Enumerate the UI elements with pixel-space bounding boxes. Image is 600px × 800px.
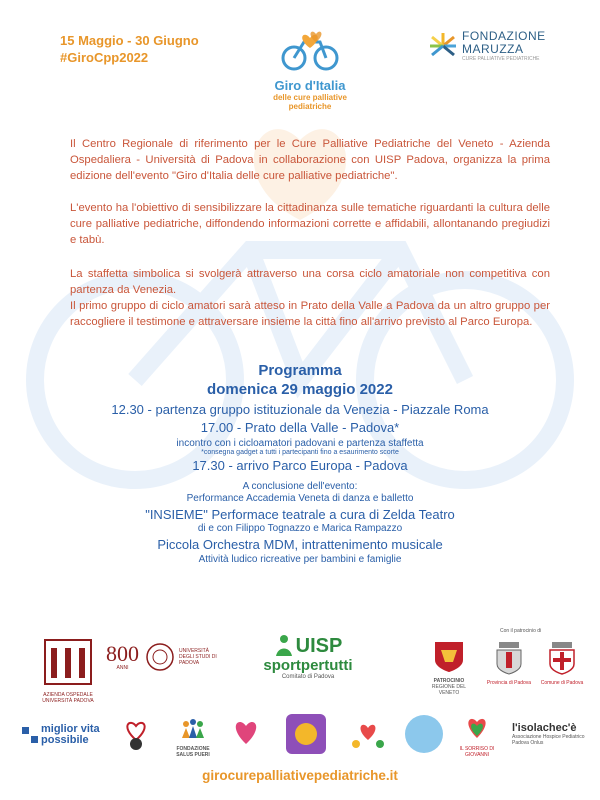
comune-label: Comune di Padova: [540, 680, 584, 686]
foundation-logo: [428, 30, 546, 62]
miglior-vita-1: miglior vita: [41, 723, 100, 735]
programma-line-10: Piccola Orchestra MDM, intrattenimento musicale: [157, 537, 443, 552]
paragraph-goal: L'evento ha l'obiettivo di sensibilizzare la cittadinanza sulle tematiche riguardanti la cultura delle cure palliative pediatriche, diffondendo informazioni corrette e affidabili, allontanando pregiudizi e tabù.: [70, 202, 550, 246]
website-link[interactable]: girocurepalliativepediatriche.it: [202, 768, 398, 783]
programma-note: *consegna gadget a tutti i partecipanti fino a esaurimento scorte: [201, 449, 399, 456]
uisp-tagline: sportpertutti: [263, 657, 353, 674]
uisp-sub: Comitato di Padova: [281, 674, 335, 680]
veneto-lion-icon: [433, 640, 465, 674]
programma-line-8: "INSIEME" Performace teatrale a cura di Zelda Teatro: [145, 507, 455, 522]
veneto-logo: [424, 640, 474, 696]
isola-name: l'isolachec'è: [512, 722, 577, 734]
heart-tree-logo: [346, 714, 390, 756]
unipd-seal-icon: [145, 642, 175, 672]
event-logo: [262, 24, 358, 111]
sorriso-1: IL SORRISO DI: [459, 746, 495, 752]
comune-logo: [534, 640, 590, 686]
unipd-years: 800: [106, 641, 139, 666]
patrocinio-label: Con il patrocinio di: [500, 628, 542, 634]
comune-crest-icon: [547, 640, 577, 676]
blue-circle-logo: [404, 714, 444, 754]
azienda-name: AZIENDA OSPEDALE UNIVERSITÀ PADOVA: [42, 692, 94, 704]
programma-title: Programma: [258, 362, 342, 379]
programma-section: [0, 362, 600, 565]
programma-line-11: Attività ludico ricreative per bambini e famiglie: [198, 554, 402, 565]
salus-pueri-logo: [168, 718, 218, 758]
programma-line-6: A conclusione dell'evento:: [242, 481, 358, 492]
salus-pueri-1: FONDAZIONE: [176, 746, 210, 752]
programma-line-1: 12.30 - partenza gruppo istituzionale da Venezia - Piazzale Roma: [111, 402, 489, 417]
rainbow-heart-icon: [460, 714, 494, 742]
miglior-vita-logo: [22, 724, 100, 746]
children-icon: [178, 718, 208, 742]
event-logo-subtitle-1: delle cure palliative: [273, 93, 347, 102]
azienda-logo: [40, 630, 96, 704]
event-logo-subtitle-2: pediatriche: [288, 102, 332, 111]
foundation-name-2: MARUZZA: [462, 42, 524, 56]
isola-logo: [512, 722, 590, 746]
programma-line-5: 17.30 - arrivo Parco Europa - Padova: [192, 458, 408, 473]
veneto-label-2: REGIONE DEL VENETO: [431, 684, 467, 696]
miglior-vita-2: possibile: [41, 734, 89, 746]
veneto-label-1: PATROCINIO: [433, 678, 465, 684]
hashtag: #GiroCpp2022: [60, 50, 149, 65]
foundation-tagline: CURE PALLIATIVE PEDIATRICHE: [462, 56, 540, 62]
uisp-logo: [258, 634, 358, 680]
programma-date: domenica 29 maggio 2022: [207, 381, 393, 398]
provincia-logo: [484, 640, 534, 686]
unipd-name: UNIVERSITÀ DEGLI STUDI DI PADOVA: [179, 648, 217, 666]
paragraph-route: Il primo gruppo di ciclo amatori sarà atteso in Prato della Valle a Padova da un altro gruppo per raccogliere il testimone e attraversare insieme la città fino all'arrivo previsto al Parco Europa.: [70, 300, 550, 328]
programma-line-7: Performance Accademia Veneta di danza e balletto: [186, 493, 414, 504]
sunburst-icon: [428, 31, 458, 61]
programma-line-2: 17.00 - Prato della Valle - Padova*: [200, 420, 400, 435]
uisp-figure-icon: [274, 634, 294, 658]
heart-circle-logo: [118, 718, 154, 754]
squares-icon: [22, 727, 38, 743]
provincia-label: Provincia di Padova: [486, 680, 532, 686]
dates-text: 15 Maggio - 30 Giugno: [60, 33, 199, 48]
isola-sub: Associazione Hospice Pediatrico Padova Onlus: [512, 734, 585, 746]
event-logo-title: Giro d'Italia: [274, 78, 346, 93]
paragraph-intro: Il Centro Regionale di riferimento per le Cure Palliative Pediatriche del Veneto - Azienda Ospedaliera - Università di Padova in collaborazione con UISP Padova, organizza la prima edizione dell'evento "Giro d'Italia delle cure palliative pediatriche".: [70, 138, 550, 182]
foundation-name-1: FONDAZIONE: [462, 29, 546, 43]
sorriso-logo: [454, 714, 500, 758]
uisp-name: UISP: [295, 634, 343, 657]
unipd-years-sub: ANNI: [116, 665, 129, 671]
sorriso-2: GIOVANNI: [464, 752, 490, 758]
provincia-crest-icon: [494, 640, 524, 676]
event-dates: [60, 32, 199, 66]
paragraph-relay: La staffetta simbolica si svolgerà attraverso una corsa ciclo amatoriale non competitiva con partenza da Venezia.: [70, 268, 550, 296]
programma-line-9: di e con Filippo Tognazzo e Marica Rampazzo: [197, 523, 403, 534]
salus-pueri-2: SALUS PUERI: [176, 752, 210, 758]
bicycle-heart-icon: [280, 24, 340, 74]
pink-heart-logo: [226, 714, 266, 754]
unipd-logo: [106, 642, 219, 672]
azienda-building-icon: [43, 630, 93, 688]
purple-photo-logo: [286, 714, 326, 754]
programma-line-3: incontro con i cicloamatori padovani e partenza staffetta: [176, 438, 424, 449]
